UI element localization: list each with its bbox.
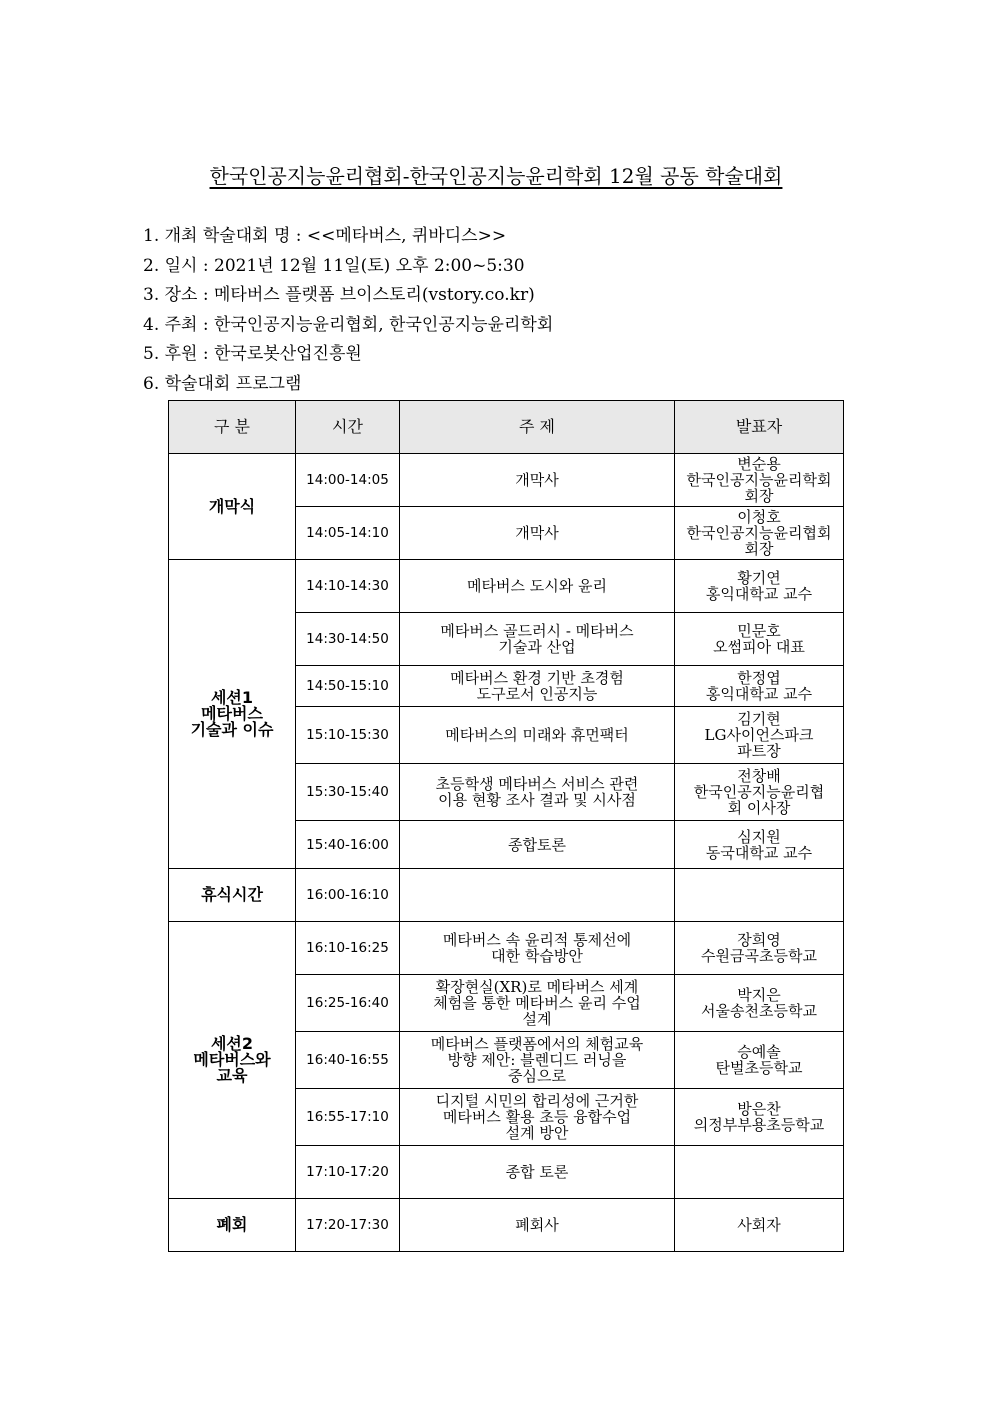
section-name: 폐회 — [169, 1199, 296, 1252]
topic-cell: 메타버스 골드러시 - 메타버스 기술과 산업 — [400, 613, 675, 666]
table-row — [169, 922, 844, 975]
time-cell: 16:10-16:25 — [296, 922, 400, 975]
speaker-cell: 방은찬 의정부부용초등학교 — [675, 1089, 844, 1146]
topic-cell: 확장현실(XR)로 메타버스 세계 체험을 통한 메타버스 윤리 수업 설계 — [400, 975, 675, 1032]
time-cell: 17:10-17:20 — [296, 1146, 400, 1199]
speaker-cell: 박지은 서울송천초등학교 — [675, 975, 844, 1032]
speaker-cell: 장희영 수원금곡초등학교 — [675, 922, 844, 975]
time-cell: 17:20-17:30 — [296, 1199, 400, 1252]
document-title: 한국인공지능윤리협회-한국인공지능윤리학회 12월 공동 학술대회 — [209, 164, 783, 188]
info-list — [143, 222, 553, 400]
speaker-cell: 이청호 한국인공지능윤리협회 회장 — [675, 507, 844, 560]
info-item-date: 2. 일시 : 2021년 12월 11일(토) 오후 2:00~5:30 — [143, 255, 525, 276]
time-cell: 14:30-14:50 — [296, 613, 400, 666]
info-item-venue: 3. 장소 : 메타버스 플랫폼 브이스토리(vstory.co.kr) — [143, 285, 535, 306]
speaker-cell: 전창배 한국인공지능윤리협 회 이사장 — [675, 764, 844, 821]
section-name: 휴식시간 — [169, 869, 296, 922]
section-name: 개막식 — [169, 454, 296, 560]
table-row — [169, 560, 844, 613]
topic-cell: 메타버스의 미래와 휴먼팩터 — [400, 707, 675, 764]
speaker-cell: 변순용 한국인공지능윤리학회 회장 — [675, 454, 844, 507]
topic-cell: 종합 토론 — [400, 1146, 675, 1199]
time-cell: 16:25-16:40 — [296, 975, 400, 1032]
topic-cell — [400, 869, 675, 922]
speaker-cell: 민문호 오썸피아 대표 — [675, 613, 844, 666]
time-cell: 16:00-16:10 — [296, 869, 400, 922]
time-cell: 15:10-15:30 — [296, 707, 400, 764]
speaker-cell: 김기현 LG사이언스파크 파트장 — [675, 707, 844, 764]
speaker-cell: 심지원 동국대학교 교수 — [675, 821, 844, 869]
info-item-name: 1. 개최 학술대회 명 : <<메타버스, 퀴바디스>> — [143, 226, 507, 246]
speaker-cell: 승예솔 탄벌초등학교 — [675, 1032, 844, 1089]
table-row — [169, 454, 844, 507]
topic-cell: 초등학생 메타버스 서비스 관련 이용 현황 조사 결과 및 시사점 — [400, 764, 675, 821]
topic-cell: 메타버스 플랫폼에서의 체험교육 방향 제안: 블렌디드 러닝을 중심으로 — [400, 1032, 675, 1089]
topic-cell: 종합토론 — [400, 821, 675, 869]
info-item-program: 6. 학술대회 프로그램 — [143, 373, 302, 394]
speaker-cell: 황기연 홍익대학교 교수 — [675, 560, 844, 613]
topic-cell: 메타버스 도시와 윤리 — [400, 560, 675, 613]
info-item-host: 4. 주최 : 한국인공지능윤리협회, 한국인공지능윤리학회 — [143, 314, 554, 335]
time-cell: 14:05-14:10 — [296, 507, 400, 560]
speaker-cell: 한정엽 홍익대학교 교수 — [675, 666, 844, 707]
header-topic: 주 제 — [400, 401, 675, 454]
topic-cell: 메타버스 속 윤리적 통제선에 대한 학습방안 — [400, 922, 675, 975]
time-cell: 16:40-16:55 — [296, 1032, 400, 1089]
topic-cell: 폐회사 — [400, 1199, 675, 1252]
info-item-sponsor: 5. 후원 : 한국로봇산업진흥원 — [143, 344, 362, 365]
time-cell: 15:40-16:00 — [296, 821, 400, 869]
table-row — [169, 1199, 844, 1252]
topic-cell: 개막사 — [400, 507, 675, 560]
table-header-row — [169, 401, 844, 454]
time-cell: 14:50-15:10 — [296, 666, 400, 707]
time-cell: 16:55-17:10 — [296, 1089, 400, 1146]
time-cell: 15:30-15:40 — [296, 764, 400, 821]
topic-cell: 메타버스 환경 기반 초경험 도구로서 인공지능 — [400, 666, 675, 707]
time-cell: 14:10-14:30 — [296, 560, 400, 613]
topic-cell: 디지털 시민의 합리성에 근거한 메타버스 활용 초등 융합수업 설계 방안 — [400, 1089, 675, 1146]
speaker-cell — [675, 1146, 844, 1199]
section-name: 세션2 메타버스와 교육 — [169, 922, 296, 1199]
table-row — [169, 869, 844, 922]
speaker-cell — [675, 869, 844, 922]
header-speaker: 발표자 — [675, 401, 844, 454]
topic-cell: 개막사 — [400, 454, 675, 507]
speaker-cell: 사회자 — [675, 1199, 844, 1252]
header-category: 구 분 — [169, 401, 296, 454]
time-cell: 14:00-14:05 — [296, 454, 400, 507]
header-time: 시간 — [296, 401, 400, 454]
section-name: 세션1 메타버스 기술과 이슈 — [169, 560, 296, 869]
program-table — [168, 400, 844, 1252]
